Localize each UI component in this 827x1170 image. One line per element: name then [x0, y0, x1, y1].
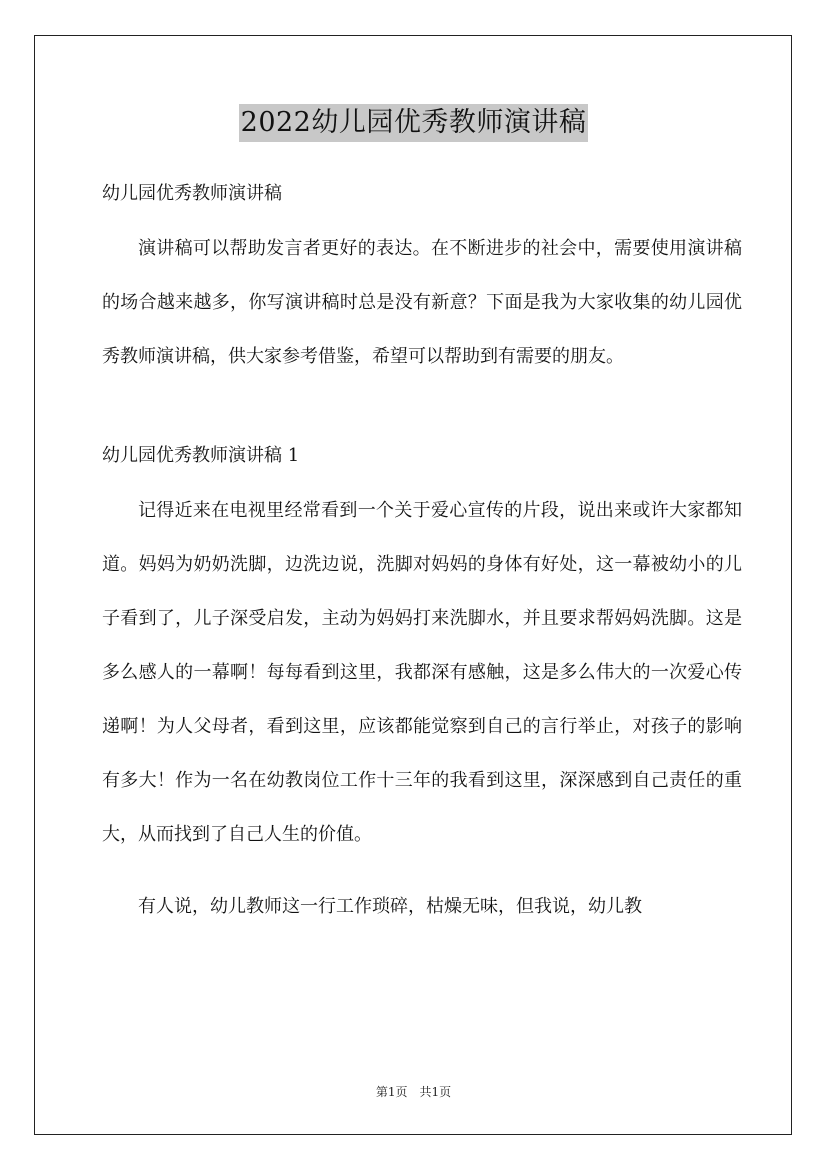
title-container	[0, 104, 827, 142]
page-footer: 第1页 共1页	[375, 1085, 452, 1099]
spacer	[102, 862, 742, 880]
section-heading: 幼儿园优秀教师演讲稿 1	[102, 445, 300, 466]
intro-paragraph: 演讲稿可以帮助发言者更好的表达。在不断进步的社会中，需要使用演讲稿的场合越来越多，你写演讲稿时总是没有新意？下面是我为大家收集的幼儿园优秀教师演讲稿，供大家参考借鉴，希望可以帮助到有需要的朋友。	[102, 238, 742, 367]
body-paragraph-2: 有人说，幼儿教师这一行工作琐碎，枯燥无味，但我说，幼儿教	[138, 896, 642, 917]
document-subtitle: 幼儿园优秀教师演讲稿	[102, 183, 282, 204]
spacer	[102, 476, 742, 484]
spacer	[102, 214, 742, 222]
document-body	[102, 174, 742, 934]
body-paragraph-1: 记得近来在电视里经常看到一个关于爱心宣传的片段，说出来或许大家都知道。妈妈为奶奶洗脚，边洗边说，洗脚对妈妈的身体有好处，这一幕被幼小的儿子看到了，儿子深受启发，主动为妈妈打来洗脚水，并且要求帮妈妈洗脚。这是多么感人的一幕啊！每每看到这里，我都深有感触，这是多么伟大的一次爱心传递啊！为人父母者，看到这里，应该都能觉察到自己的言行举止，对孩子的影响有多大！作为一名在幼教岗位工作十三年的我看到这里，深深感到自己责任的重大，从而找到了自己人生的价值。	[102, 500, 742, 845]
document-title: 2022幼儿园优秀教师演讲稿	[239, 104, 589, 142]
spacer	[102, 384, 742, 436]
